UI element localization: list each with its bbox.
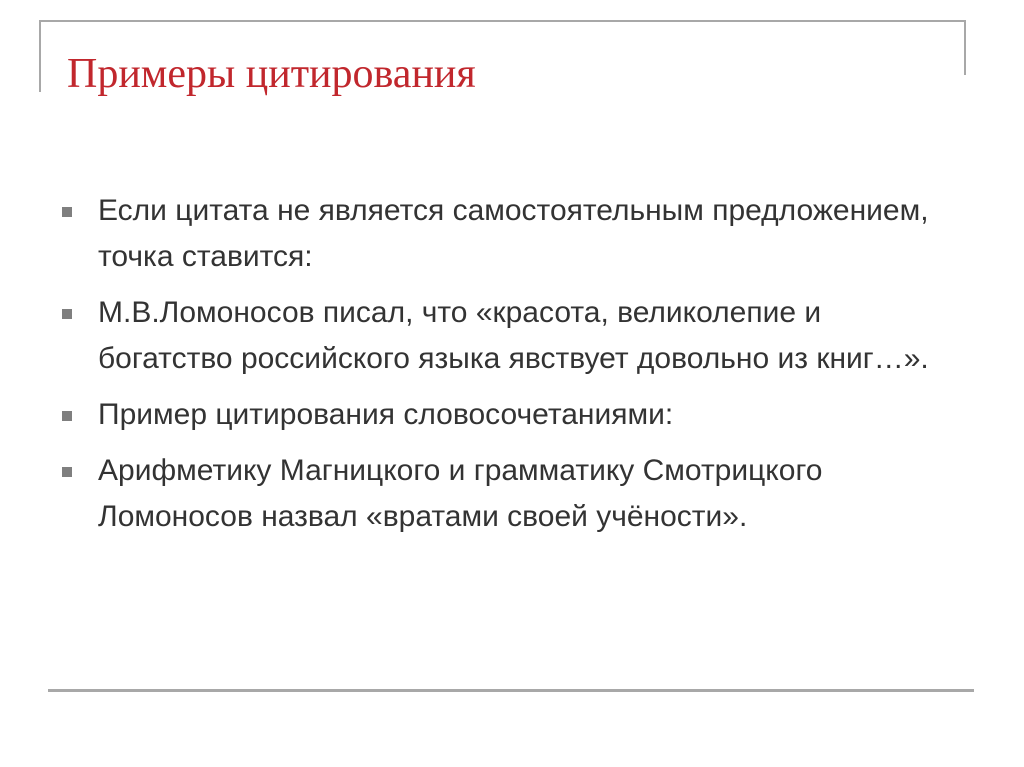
right-divider: [964, 20, 966, 75]
top-divider: [40, 20, 966, 22]
square-bullet-icon: [62, 467, 72, 477]
bullet-item: [62, 188, 962, 280]
left-divider: [39, 20, 41, 92]
bottom-divider: [48, 689, 974, 692]
bullet-item: [62, 448, 962, 540]
bullet-text: Арифметику Магницкого и грамматику Смотрицкого Ломоносов назвал «вратами своей учёности».: [98, 454, 823, 533]
bullet-item: [62, 392, 962, 438]
square-bullet-icon: [62, 411, 72, 421]
square-bullet-icon: [62, 207, 72, 217]
square-bullet-icon: [62, 309, 72, 319]
bullet-text: Пример цитирования словосочетаниями:: [98, 398, 674, 431]
bullet-text: Если цитата не является самостоятельным предложением, точка ставится:: [98, 194, 929, 273]
bullet-item: [62, 290, 962, 382]
bullet-text: М.В.Ломоносов писал, что «красота, великолепие и богатство российского языка явствует довольно из книг…».: [98, 296, 929, 375]
slide-title: Примеры цитирования: [67, 51, 476, 97]
bullet-list: [62, 188, 962, 550]
